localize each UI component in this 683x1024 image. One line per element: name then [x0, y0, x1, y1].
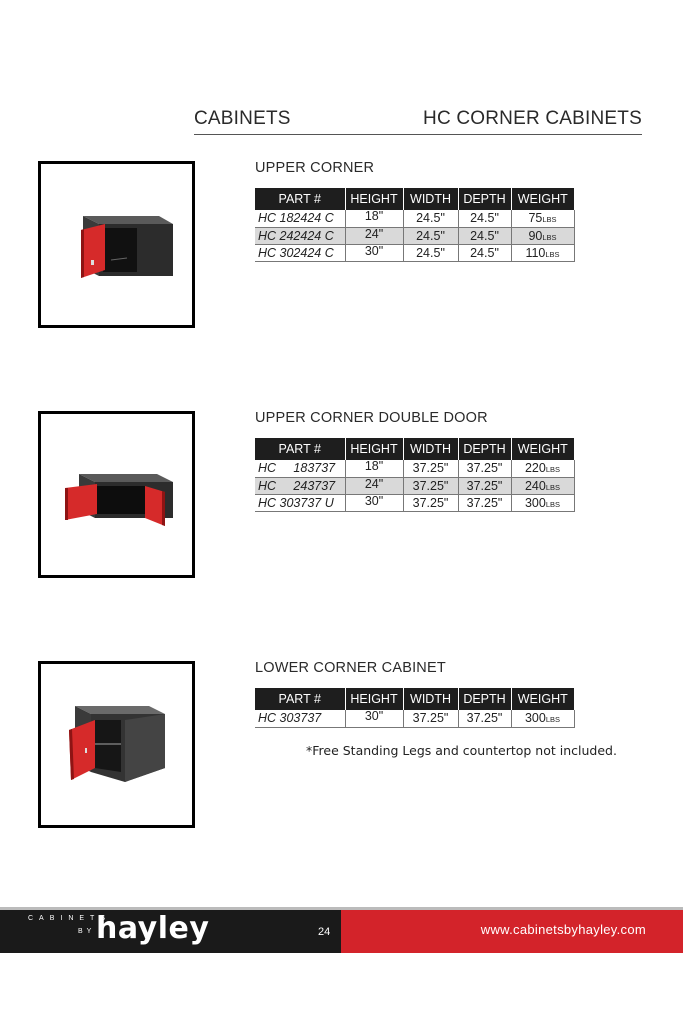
page-number: 24: [318, 926, 331, 938]
weight-unit: LBS: [542, 232, 557, 242]
col-weight: WEIGHT: [511, 438, 574, 460]
lower-corner-cabinet-image: [38, 661, 195, 828]
col-depth: DEPTH: [458, 688, 511, 710]
col-depth: DEPTH: [458, 438, 511, 460]
weight-unit: LBS: [545, 465, 561, 475]
height-value: 30": [345, 710, 403, 727]
height-value: 18": [345, 210, 403, 227]
col-weight: WEIGHT: [511, 688, 574, 710]
depth-value: 24.5": [458, 227, 511, 244]
width-value: 24.5": [403, 227, 458, 244]
table-header-row: [255, 438, 574, 460]
section-title-lower-corner-cabinet: LOWER CORNER CABINET: [255, 660, 446, 676]
table-row: [255, 244, 574, 261]
footer-website-panel: [341, 910, 683, 953]
footnote: *Free Standing Legs and countertop not included.: [306, 743, 617, 758]
weight-value: [511, 710, 574, 727]
col-part: PART #: [255, 688, 345, 710]
width-value: 37.25": [403, 710, 458, 727]
table-header-row: [255, 188, 574, 210]
col-width: WIDTH: [403, 188, 458, 210]
weight-number: 75: [528, 211, 543, 226]
section-title-upper-corner-double-door: UPPER CORNER DOUBLE DOOR: [255, 410, 488, 426]
weight-number: 300: [524, 711, 546, 726]
table-row: [255, 227, 574, 244]
weight-value: [511, 494, 574, 511]
brand-by-text: BY: [78, 928, 96, 935]
height-value: 30": [345, 494, 403, 511]
table-header-row: [255, 688, 574, 710]
weight-unit: LBS: [545, 715, 561, 725]
upper-corner-cabinet-image: [38, 161, 195, 328]
page-footer: [0, 910, 683, 953]
table-row: [255, 710, 574, 727]
col-part: PART #: [255, 188, 345, 210]
weight-value: [511, 244, 574, 261]
brand-logo: hayley: [96, 911, 210, 946]
depth-value: 24.5": [458, 244, 511, 261]
height-value: 24": [345, 227, 403, 244]
part-number: HC 182424 C: [255, 210, 345, 227]
part-number: HC 243737: [255, 477, 345, 494]
spec-table-lower-corner-cabinet: [255, 688, 575, 728]
table-row: [255, 460, 574, 477]
table-row: [255, 210, 574, 227]
depth-value: 24.5": [458, 210, 511, 227]
width-value: 24.5": [403, 210, 458, 227]
col-height: HEIGHT: [345, 438, 403, 460]
weight-number: 300: [524, 495, 546, 510]
weight-number: 240: [524, 478, 546, 493]
website-link[interactable]: www.cabinetsbyhayley.com: [480, 922, 646, 937]
category-title: CABINETS: [194, 108, 291, 129]
part-number: HC 183737: [255, 460, 345, 477]
depth-value: 37.25": [458, 460, 511, 477]
col-part: PART #: [255, 438, 345, 460]
width-value: 37.25": [403, 477, 458, 494]
page-title: HC CORNER CABINETS: [423, 108, 642, 129]
table-row: [255, 477, 574, 494]
upper-corner-double-door-image: [38, 411, 195, 578]
part-number: HC 242424 C: [255, 227, 345, 244]
brand-cabinets-text: CABINETS: [28, 915, 112, 922]
weight-number: 90: [528, 228, 543, 243]
header-divider: [194, 134, 642, 135]
part-number: HC 302424 C: [255, 244, 345, 261]
depth-value: 37.25": [458, 477, 511, 494]
weight-unit: LBS: [545, 482, 561, 492]
section-title-upper-corner: UPPER CORNER: [255, 160, 375, 176]
spec-table-upper-corner-double-door: [255, 438, 575, 512]
col-width: WIDTH: [403, 438, 458, 460]
weight-number: 220: [524, 461, 546, 476]
col-width: WIDTH: [403, 688, 458, 710]
table-row: [255, 494, 574, 511]
weight-value: [511, 477, 574, 494]
width-value: 37.25": [403, 460, 458, 477]
height-value: 24": [345, 477, 403, 494]
weight-unit: LBS: [545, 249, 560, 259]
col-depth: DEPTH: [458, 188, 511, 210]
part-number: HC 303737: [255, 710, 345, 727]
spec-table-upper-corner: [255, 188, 575, 262]
col-height: HEIGHT: [345, 688, 403, 710]
weight-value: [511, 227, 574, 244]
weight-value: [511, 210, 574, 227]
weight-unit: LBS: [542, 215, 557, 225]
col-height: HEIGHT: [345, 188, 403, 210]
weight-number: 110: [525, 245, 546, 260]
weight-unit: LBS: [545, 499, 561, 509]
footer-brand-panel: [0, 910, 341, 953]
width-value: 37.25": [403, 494, 458, 511]
height-value: 30": [345, 244, 403, 261]
part-number: HC 303737 U: [255, 494, 345, 511]
depth-value: 37.25": [458, 710, 511, 727]
width-value: 24.5": [403, 244, 458, 261]
col-weight: WEIGHT: [511, 188, 574, 210]
height-value: 18": [345, 460, 403, 477]
depth-value: 37.25": [458, 494, 511, 511]
weight-value: [511, 460, 574, 477]
